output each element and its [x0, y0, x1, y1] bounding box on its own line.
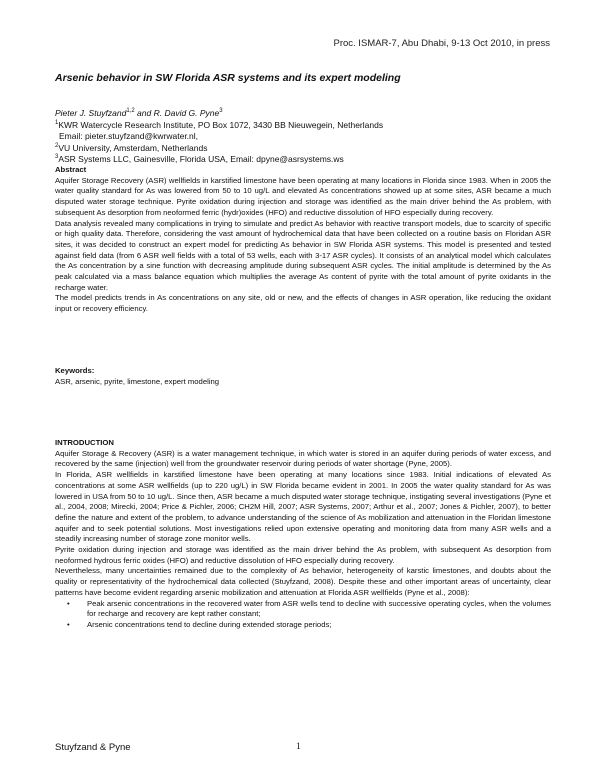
- keywords-text: ASR, arsenic, pyrite, limestone, expert modeling: [55, 376, 220, 386]
- affiliation-3: [55, 154, 555, 166]
- author-and: and: [134, 108, 154, 118]
- aff-2-text: VU University, Amsterdam, Netherlands: [58, 142, 208, 153]
- author-1: Pieter J. Stuyfzand: [55, 108, 127, 118]
- abstract-paragraph-1: Aquifer Storage Recovery (ASR) wellfields in karstified limestone have been operating at many locations in Florida since 1983. When in 2005 the water quality standard for As was lowered from 50 to 10 ug/L and elevated As concentrations showed up at some sites, ASR became a much disputed water storage technique. Pyrite oxidation during injection and storage was identified as the main driver behind the As problem, with subsequent As desorption from neoformed ferric (hydr)oxides (HFO) and reductive dissolution of HFO especially during recovery.: [55, 175, 551, 217]
- aff-3-text: ASR Systems LLC, Gainesville, Florida USA, Email: dpyne@asrsystems.ws: [58, 154, 344, 164]
- intro-paragraph-4: Nevertheless, many uncertainties remained due to the complexity of As behavior, heterogeneity of karstic limestones, and doubts about the quality or representativity of the hydrochemical data collected (Stuyfzand, 2008). Despite these and other important areas of uncertainty, clear patterns have become evident regarding arsenic mobilization and attenuation at Florida ASR wellfields (Pyne et al., 2008):: [55, 566, 551, 597]
- keywords-heading: Keywords:: [55, 366, 95, 375]
- intro-paragraph-1: Aquifer Storage & Recovery (ASR) is a water management technique, in which water is stored in an aquifer during periods of water excess, and recovered by the same (injection) well from the groundwater reservoir during periods of water shortage (Pyne, 2005).: [55, 448, 551, 469]
- list-item: • Arsenic concentrations tend to decline during extended storage periods;: [87, 620, 551, 631]
- author-2-sup: 3: [219, 108, 223, 115]
- aff-1-text: KWR Watercycle Research Institute, PO Box 1072, 3430 BB Nieuwegein, Netherlands: [58, 119, 384, 130]
- introduction-section: [55, 438, 551, 631]
- abstract-paragraph-3: The model predicts trends in As concentrations on any site, old or new, and the effects of changes in ASR operation, like reducing the oxidant input or recovery efficiency.: [55, 293, 551, 314]
- intro-paragraph-3: Pyrite oxidation during injection and storage was identified as the main driver behind the As problem, with subsequent As desorption from neoformed hydrous ferric oxides (HFO) and reductive dissolution of HFO especially during recovery.: [55, 545, 551, 565]
- page-number: 1: [296, 742, 301, 752]
- aff-2-sup: 2: [55, 142, 59, 149]
- intro-bullet-list: [55, 599, 551, 631]
- paper-title: Arsenic behavior in SW Florida ASR systems and its expert modeling: [55, 72, 401, 84]
- affiliation-1: [55, 120, 555, 132]
- author-2: R. David G. Pyne: [153, 108, 220, 118]
- introduction-heading: INTRODUCTION: [55, 438, 114, 447]
- author-1-sup: 1,2: [126, 108, 135, 115]
- author-line: [55, 108, 555, 120]
- aff-1-sup: 1: [55, 119, 59, 126]
- intro-paragraph-2: In Florida, ASR wellfields in karstified limestone have been operating at many locations since 1983. Initial indications of elevated As concentrations at some ASR wellfields (up to 220 ug/L) in SW Florida became evident in 2001. In 2005 the water quality standard for As was lowered in USA from 50 to 10 ug/L. Since then, ASR became a much disputed water storage technique, instigating several investigations (Pyne et al., 2004, 2008; Mirecki, 2004; Price & Pichler, 2006; CH2M Hill, 2007; ASR Systems, 2007; Arthur et al., 2007; Jones & Pichler, 2007), to better define the nature and extent of the problem, to advance understanding of the science of As mobilization and attenuation in the Floridan limestone aquifer and to seek potential solutions. Most investigations relied upon extensive operating and monitoring data from many ASR wells and a steadily increasing number of storage zone monitor wells.: [55, 470, 551, 544]
- list-item: • Peak arsenic concentrations in the recovered water from ASR wells tend to decline with successive operating cycles, when the volumes for recharge and recovery are kept rather constant;: [87, 599, 551, 620]
- aff-3-sup: 3: [55, 154, 59, 161]
- affiliation-2: [55, 143, 555, 155]
- affiliation-1-email: Email: pieter.stuyfzand@kwrwater.nl,: [59, 131, 199, 141]
- author-block: [55, 108, 555, 166]
- keywords-section: [55, 366, 551, 387]
- abstract-section: [55, 165, 551, 315]
- footer-authors: Stuyfzand & Pyne: [55, 742, 131, 753]
- conference-header: Proc. ISMAR-7, Abu Dhabi, 9-13 Oct 2010, in press: [333, 38, 550, 49]
- abstract-heading: Abstract: [55, 165, 87, 174]
- abstract-paragraph-2: Data analysis revealed many complications in trying to simulate and predict As behavior with reactive transport models, due to scarcity of specific or high quality data. Therefore, considering the vast amount of hydrochemical data that have been collected on a routine basis on Floridan ASR sites, it was decided to construct an expert model for predicting As behavior in SW Florida ASR systems. This model is presented and tested against field data (from 6 ASR well fields with a total of 53 wells, each with 3-17 ASR cycles). It consists of an analytical model which calculates the As concentration by a sine function with decreasing amplitude during subsequent ASR cycles. The initial amplitude is determined by the As peak calculated via a mass balance equation which multiplies the average As content of pyrite with the total amount of pyrite oxidants in the recharge water.: [55, 218, 551, 292]
